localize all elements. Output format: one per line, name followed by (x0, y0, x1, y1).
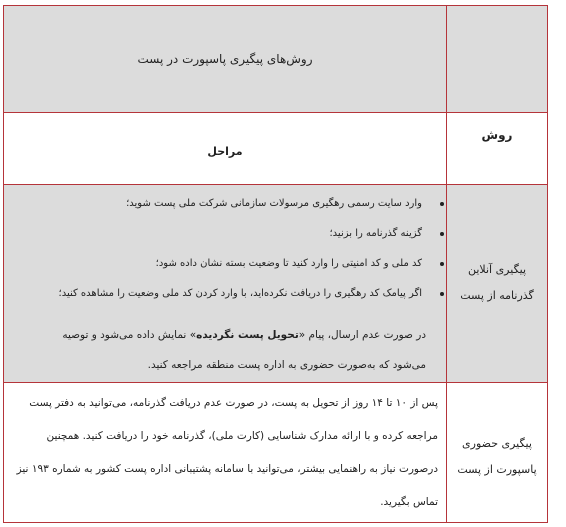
online-method-label: پیگیری آنلاین گذرنامه از پست (460, 263, 534, 302)
table-title: روش‌های پیگیری پاسپورت در پست (137, 52, 313, 66)
steps-header: مراحل (207, 145, 243, 158)
online-steps-list (24, 197, 444, 317)
status-message: تحویل پست نگردیده (196, 329, 299, 341)
online-row (4, 185, 547, 383)
inperson-method-cell (447, 383, 547, 522)
column-divider (446, 6, 447, 522)
method-header: روش (481, 128, 513, 142)
list-item: اگر پیامک کد رهگیری را دریافت نکرده‌اید، با وارد کردن کد ملی وضعیت را مشاهده کنید؛ (24, 287, 444, 301)
online-note: در صورت عدم ارسال، پیام «تحویل پست نگردیده» نمایش داده می‌شود و توصیه می‌شود که به‌صورت حضوری به اداره پست منطقه مراجعه کنید. (62, 329, 426, 371)
table-header-row (4, 113, 547, 185)
bullet-icon (440, 262, 444, 266)
list-item: وارد سایت رسمی رهگیری مرسولات سازمانی شرکت ملی پست شوید؛ (24, 197, 444, 211)
online-method-cell (447, 185, 547, 382)
list-item: گزینه گذرنامه را بزنید؛ (24, 227, 444, 241)
bullet-icon (440, 232, 444, 236)
inperson-method-label: پیگیری حضوری پاسپورت از پست (457, 437, 537, 476)
table-title-row (4, 6, 547, 113)
inperson-row (4, 383, 547, 522)
bullet-icon (440, 202, 444, 206)
bullet-icon (440, 292, 444, 296)
passport-tracking-table (3, 5, 548, 523)
inperson-text: پس از ۱۰ تا ۱۴ روز از تحویل به پست، در صورت عدم دریافت گذرنامه، می‌توانید به دفتر پست مراجعه کرده و با ارائه مدارک شناسایی (کارت ملی)، گذرنامه خود را دریافت کنید. همچنین درصورت نیاز به راهنمایی بیشتر، می‌توانید با سامانه پشتیبانی اداره پست کشور به شماره ۱۹۳ نیز تماس بگیرید. (16, 397, 438, 508)
list-item: کد ملی و کد امنیتی را وارد کنید تا وضعیت بسته نشان داده شود؛ (24, 257, 444, 271)
method-header-cell (447, 113, 547, 184)
